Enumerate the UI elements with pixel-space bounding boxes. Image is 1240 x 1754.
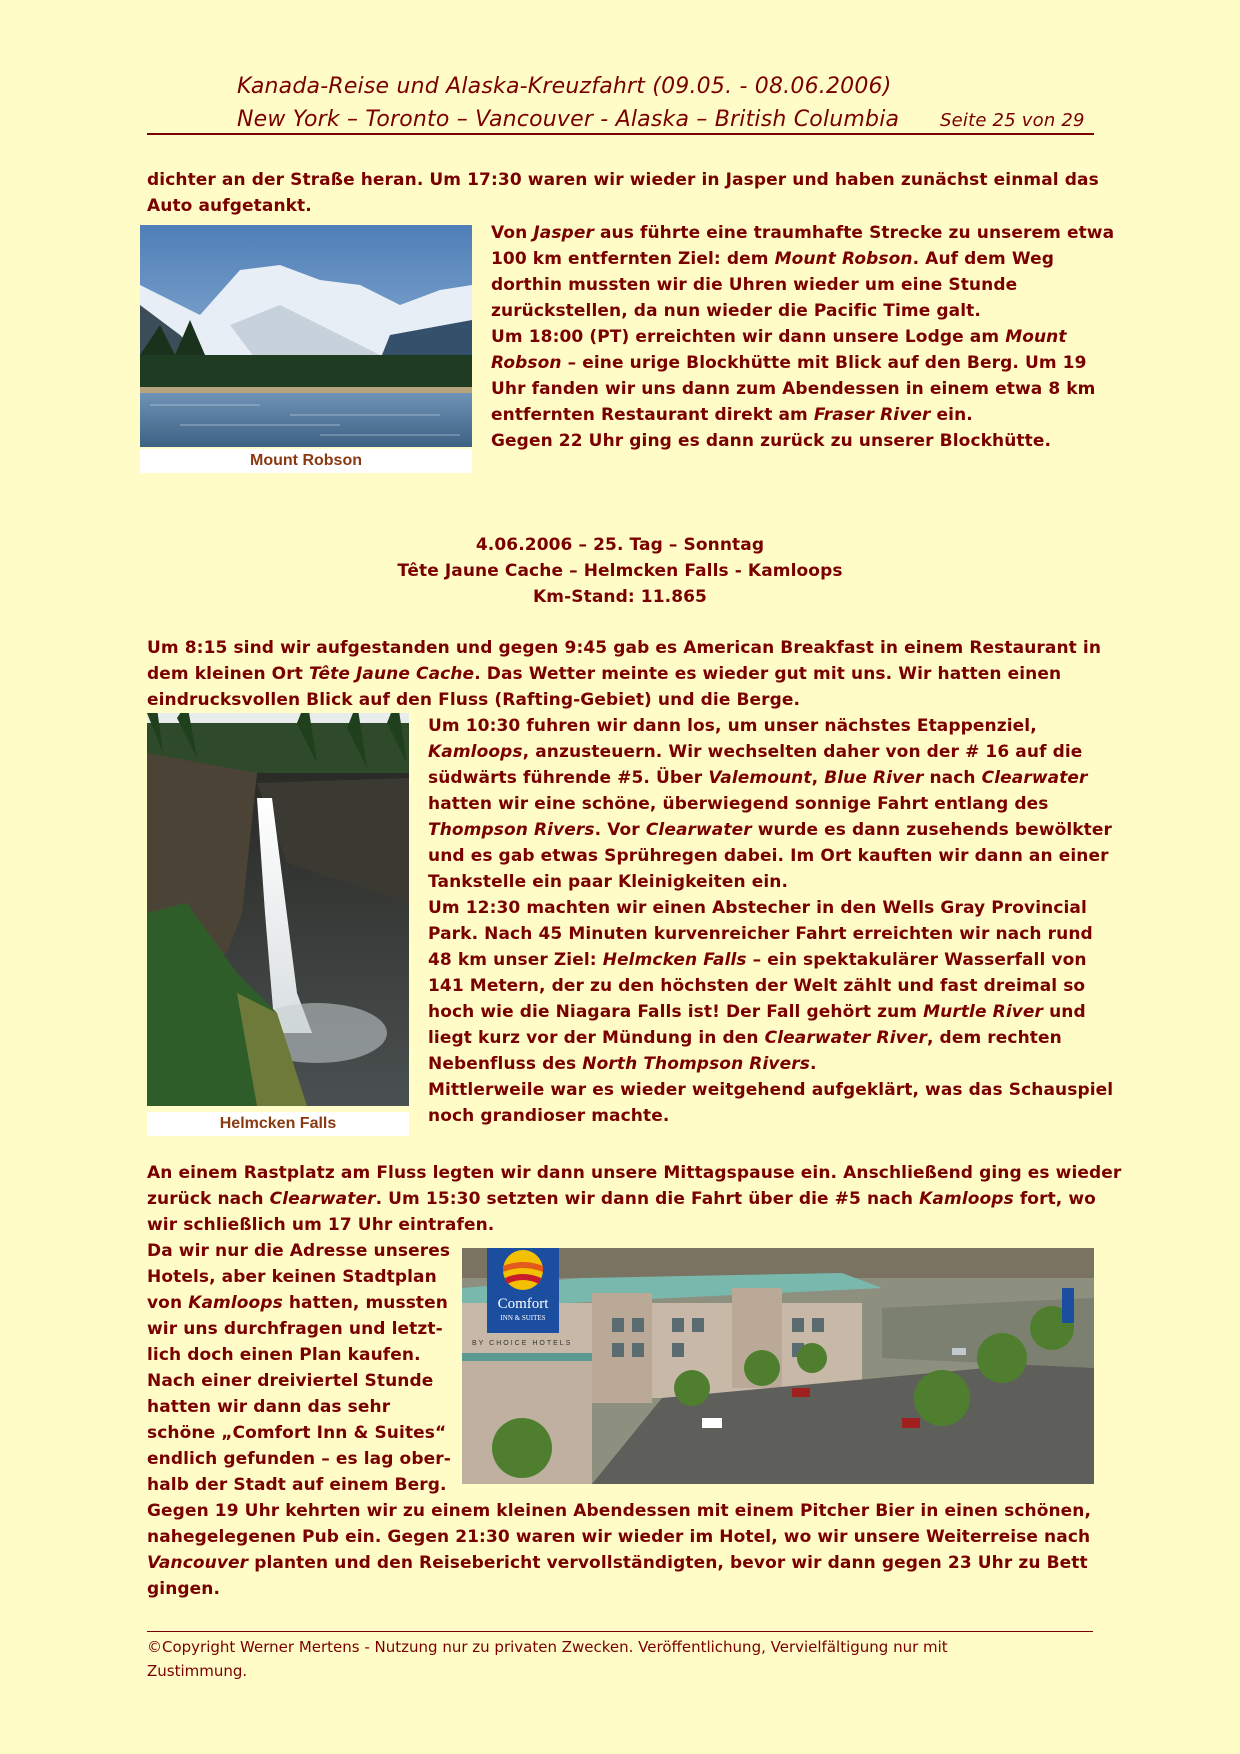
hotel-wall-sign: BY CHOICE HOTELS	[472, 1340, 573, 1347]
place-name: Vancouver	[147, 1553, 249, 1573]
text-line: Uhr fanden wir uns dann zum Abendessen in einem etwa 8 km	[491, 379, 1096, 399]
text-line: wir schließlich um 17 Uhr eintrafen.	[147, 1215, 495, 1235]
comfort-logo-sub: INN & SUITES	[500, 1314, 546, 1322]
text-line: dichter an der Straße heran. Um 17:30 waren wir wieder in Jasper und haben zunächst einmal das	[147, 170, 1099, 190]
breakfast-paragraph	[147, 635, 1101, 713]
place-name: Clearwater	[269, 1189, 376, 1209]
day-km-stand: Km-Stand: 11.865	[533, 587, 707, 607]
text-line: endlich gefunden – es lag ober-	[147, 1449, 451, 1469]
text-line: Gegen 19 Uhr kehrten wir zu einem kleinen Abendessen mit einem Pitcher Bier in einen schönen,	[147, 1501, 1092, 1521]
place-name: Mount	[1005, 327, 1067, 347]
text-line: halb der Stadt auf einem Berg.	[147, 1475, 447, 1495]
place-name: Clearwater	[981, 768, 1088, 788]
place-name: Clearwater	[645, 820, 752, 840]
text-line: Thompson Rivers. Vor Clearwater wurde es dann zusehends bewölkter	[428, 820, 1113, 840]
comfort-logo-brand: Comfort	[497, 1296, 549, 1312]
lunch-paragraph	[147, 1160, 1121, 1238]
document-route: New York – Toronto – Vancouver - Alaska – British Columbia	[237, 107, 900, 132]
text-line: Um 12:30 machten wir einen Abstecher in den Wells Gray Provincial	[428, 898, 1087, 918]
comfort-inn-photo	[462, 1248, 1094, 1484]
text-line: Auto aufgetankt.	[147, 196, 312, 216]
page-number: Seite 25 von 29	[940, 110, 1085, 131]
intro-paragraph	[147, 167, 1099, 219]
text-line: und es gab etwas Sprühregen dabei. Im Ort kauften wir dann an einer	[428, 846, 1109, 866]
text-line: 141 Metern, der zu den höchsten der Welt zählt und fast dreimal so	[428, 976, 1086, 996]
day-date: 4.06.2006 – 25. Tag – Sonntag	[475, 535, 765, 555]
text-line: zurück nach Clearwater. Um 15:30 setzten wir dann die Fahrt über die #5 nach Kamloops fort, wo	[147, 1189, 1096, 1209]
place-name: Fraser River	[813, 405, 931, 425]
place-name: Jasper	[533, 223, 594, 243]
place-name: Mount Robson	[774, 249, 913, 269]
place-name: North Thompson Rivers	[582, 1054, 810, 1074]
text-line: Um 8:15 sind wir aufgestanden und gegen 9:45 gab es American Breakfast in einem Restaurant in	[147, 638, 1102, 658]
text-line: Nach einer dreiviertel Stunde	[147, 1371, 434, 1391]
place-name: Thompson Rivers	[428, 820, 595, 840]
place-name: Kamloops	[428, 742, 523, 762]
text-line: Um 10:30 fuhren wir dann los, um unser nächstes Etappenziel,	[428, 716, 1037, 736]
helmcken-falls-photo	[147, 713, 409, 1106]
footer-divider	[147, 1631, 1093, 1632]
text-line: dem kleinen Ort Tête Jaune Cache. Das Wetter meinte es wieder gut mit uns. Wir hatten einen	[147, 664, 1062, 684]
text-line: Robson – eine urige Blockhütte mit Blick auf den Berg. Um 19	[491, 353, 1087, 373]
text-line: Von Jasper aus führte eine traumhafte Strecke zu unserem etwa	[491, 223, 1115, 243]
text-line: Vancouver planten und den Reisebericht vervollständigten, bevor wir dann gegen 23 Uhr zu Bett	[147, 1553, 1088, 1573]
text-line: Hotels, aber keinen Stadtplan	[147, 1267, 437, 1287]
mount-robson-paragraph	[491, 220, 1114, 454]
text-line: von Kamloops hatten, mussten	[147, 1293, 448, 1313]
text-line: noch grandioser machte.	[428, 1106, 670, 1126]
text-line: Gegen 22 Uhr ging es dann zurück zu unserer Blockhütte.	[491, 431, 1052, 451]
text-line: südwärts führende #5. Über Valemount, Blue River nach Clearwater	[428, 768, 1088, 788]
text-line: Nebenfluss des North Thompson Rivers.	[428, 1054, 817, 1074]
text-line: Kamloops, anzusteuern. Wir wechselten daher von der # 16 auf die	[428, 742, 1083, 762]
place-name: Murtle River	[923, 1002, 1044, 1022]
text-line: Park. Nach 45 Minuten kurvenreicher Fahrt erreichten wir nach rund	[428, 924, 1093, 944]
text-line: dorthin mussten wir die Uhren wieder um eine Stunde	[491, 275, 1018, 295]
helmcken-falls-caption: Helmcken Falls	[147, 1112, 409, 1136]
text-line: nahegelegenen Pub ein. Gegen 21:30 waren wir wieder im Hotel, wo wir unsere Weiterreise nach	[147, 1527, 1091, 1547]
text-line: Um 18:00 (PT) erreichten wir dann unsere Lodge am Mount	[491, 327, 1067, 347]
text-line: Mittlerweile war es wieder weitgehend aufgeklärt, was das Schauspiel	[428, 1080, 1114, 1100]
text-line: wir uns durchfragen und letzt-	[147, 1319, 443, 1339]
text-line: Tankstelle ein paar Kleinigkeiten ein.	[428, 872, 789, 892]
text-line: 48 km unser Ziel: Helmcken Falls – ein spektakulärer Wasserfall von	[428, 950, 1087, 970]
mount-robson-caption: Mount Robson	[140, 449, 472, 473]
text-line: eindrucksvollen Blick auf den Fluss (Rafting-Gebiet) und die Berge.	[147, 690, 801, 710]
copyright-line: Zustimmung.	[147, 1662, 248, 1680]
copyright-footer	[147, 1635, 948, 1683]
text-line: hatten wir eine schöne, überwiegend sonnige Fahrt entlang des	[428, 794, 1049, 814]
header-divider	[147, 133, 1094, 135]
copyright-line: ©Copyright Werner Mertens - Nutzung nur zu privaten Zwecken. Veröffentlichung, Vervielfältigung nur mit	[147, 1638, 948, 1656]
text-line: gingen.	[147, 1579, 221, 1599]
text-line: lich doch einen Plan kaufen.	[147, 1345, 421, 1365]
text-line: schöne „Comfort Inn & Suites“	[147, 1423, 447, 1443]
place-name: Clearwater River	[764, 1028, 927, 1048]
text-line: 100 km entfernten Ziel: dem Mount Robson. Auf dem Weg	[491, 249, 1055, 269]
text-line: hoch wie die Niagara Falls ist! Der Fall gehört zum Murtle River und	[428, 1002, 1086, 1022]
document-title: Kanada-Reise und Alaska-Kreuzfahrt (09.05. - 08.06.2006)	[237, 74, 892, 99]
text-line: Da wir nur die Adresse unseres	[147, 1241, 451, 1261]
place-name: Kamloops	[188, 1293, 283, 1313]
place-name: Tête Jaune Cache	[308, 664, 475, 684]
mount-robson-photo	[140, 225, 472, 447]
day-heading	[147, 532, 1093, 610]
place-name: Helmcken Falls	[602, 950, 747, 970]
evening-paragraph	[147, 1498, 1091, 1602]
place-name: Blue River	[824, 768, 924, 788]
place-name: Robson	[491, 353, 562, 373]
text-line: entfernten Restaurant direkt am Fraser River ein.	[491, 405, 973, 425]
helmcken-paragraph	[428, 713, 1113, 1129]
text-line: hatten wir dann das sehr	[147, 1397, 391, 1417]
day-route: Tête Jaune Cache – Helmcken Falls - Kamloops	[397, 561, 843, 581]
place-name: Kamloops	[919, 1189, 1014, 1209]
text-line: liegt kurz vor der Mündung in den Clearwater River, dem rechten	[428, 1028, 1062, 1048]
hotel-paragraph	[147, 1238, 451, 1498]
text-line: zurückstellen, da nun wieder die Pacific Time galt.	[491, 301, 981, 321]
place-name: Valemount	[708, 768, 812, 788]
text-line: An einem Rastplatz am Fluss legten wir dann unsere Mittagspause ein. Anschließend ging es wieder	[147, 1163, 1122, 1183]
